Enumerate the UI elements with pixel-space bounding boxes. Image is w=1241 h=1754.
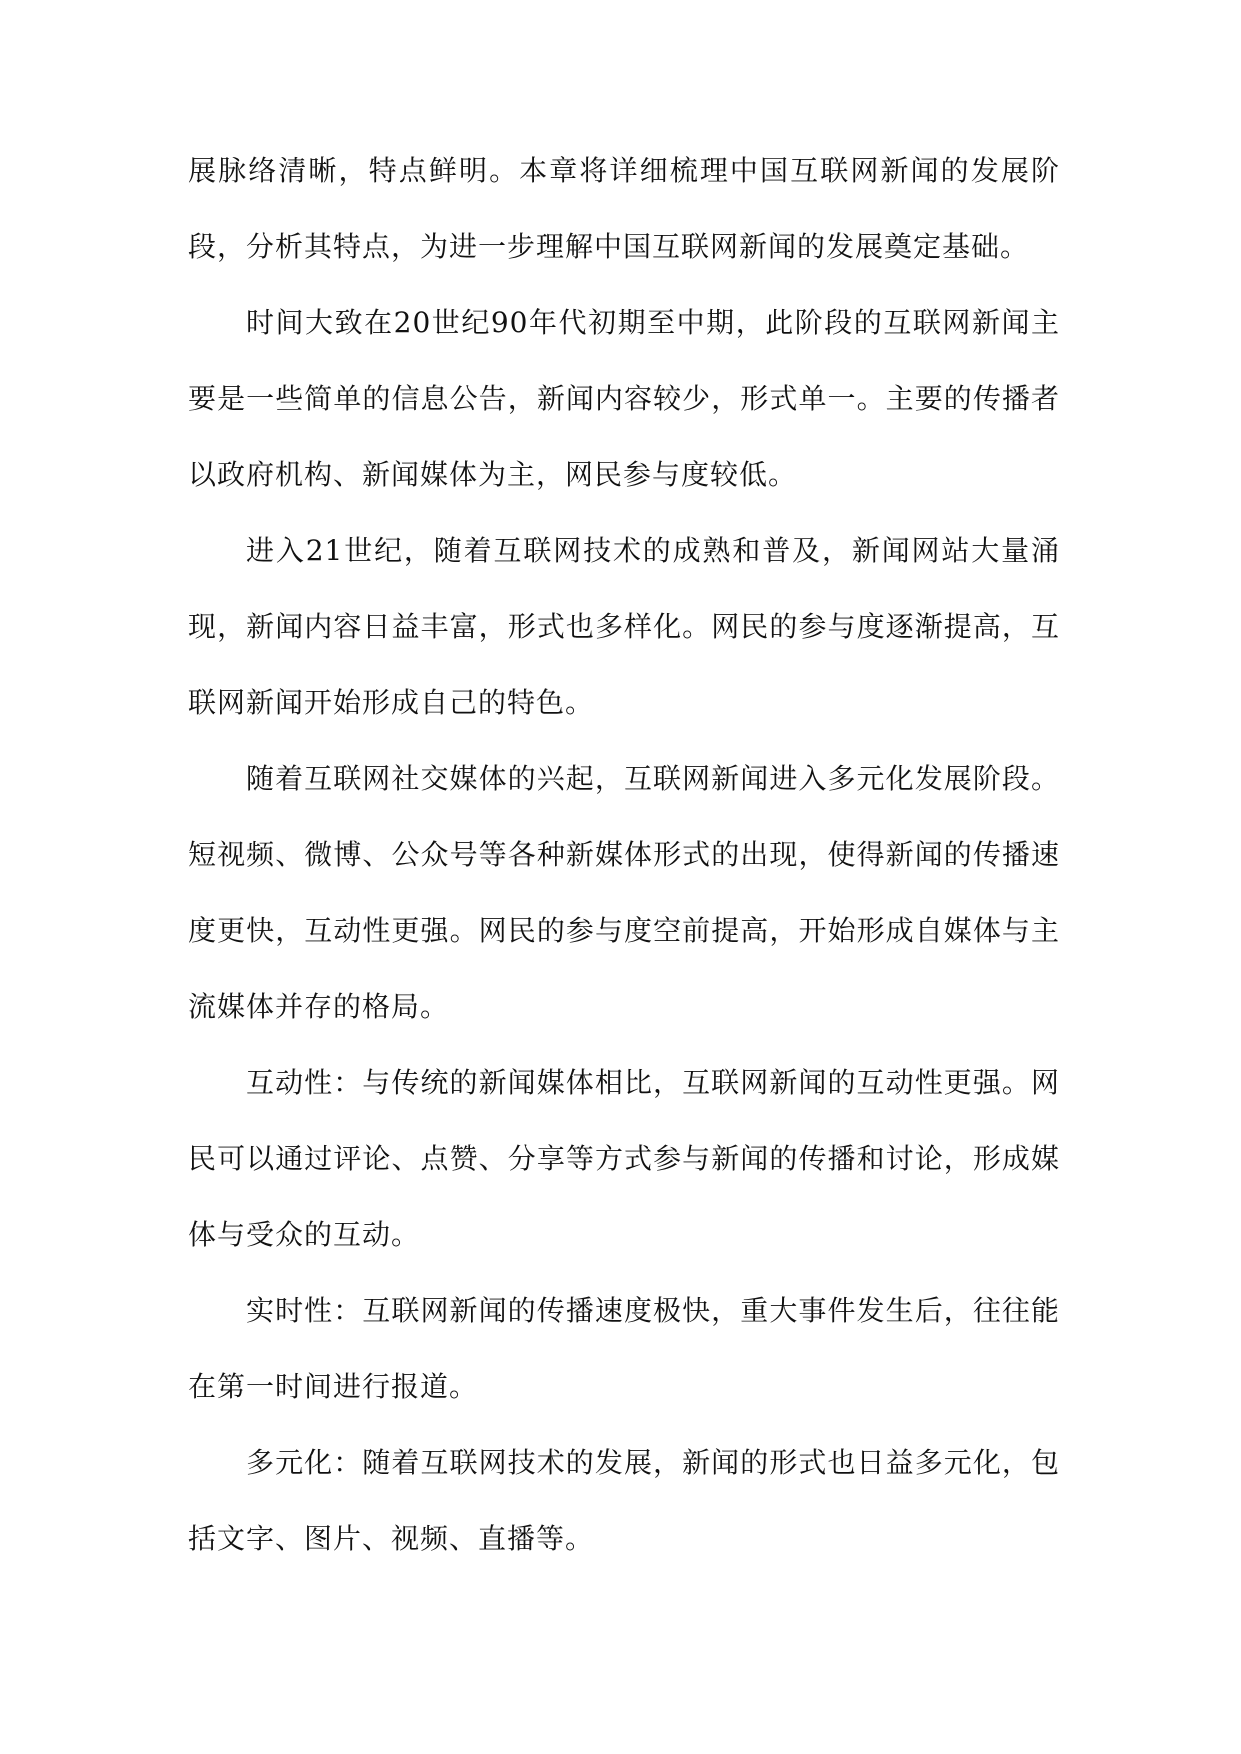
paragraph-real-time: 实时性：互联网新闻的传播速度极快，重大事件发生后，往往能在第一时间进行报道。 — [188, 1294, 1060, 1403]
paragraph-interactivity: 互动性：与传统的新闻媒体相比，互联网新闻的互动性更强。网民可以通过评论、点赞、分享等方式参与新闻的传播和讨论，形成媒体与受众的互动。 — [188, 1066, 1060, 1251]
paragraph-continuation: 展脉络清晰，特点鲜明。本章将详细梳理中国互联网新闻的发展阶段，分析其特点，为进一步理解中国互联网新闻的发展奠定基础。 — [188, 154, 1060, 263]
paragraph-diversification: 多元化：随着互联网技术的发展，新闻的形式也日益多元化，包括文字、图片、视频、直播等。 — [188, 1446, 1060, 1555]
paragraph-diversified-stage: 随着互联网社交媒体的兴起，互联网新闻进入多元化发展阶段。短视频、微博、公众号等各种新媒体形式的出现，使得新闻的传播速度更快，互动性更强。网民的参与度空前提高，开始形成自媒体与主流媒体并存的格局。 — [188, 762, 1060, 1023]
paragraph-early-stage: 时间大致在20世纪90年代初期至中期，此阶段的互联网新闻主要是一些简单的信息公告，新闻内容较少，形式单一。主要的传播者以政府机构、新闻媒体为主，网民参与度较低。 — [188, 306, 1060, 491]
paragraph-21st-century: 进入21世纪，随着互联网技术的成熟和普及，新闻网站大量涌现，新闻内容日益丰富，形式也多样化。网民的参与度逐渐提高，互联网新闻开始形成自己的特色。 — [188, 534, 1060, 719]
body-text — [188, 133, 1060, 1577]
